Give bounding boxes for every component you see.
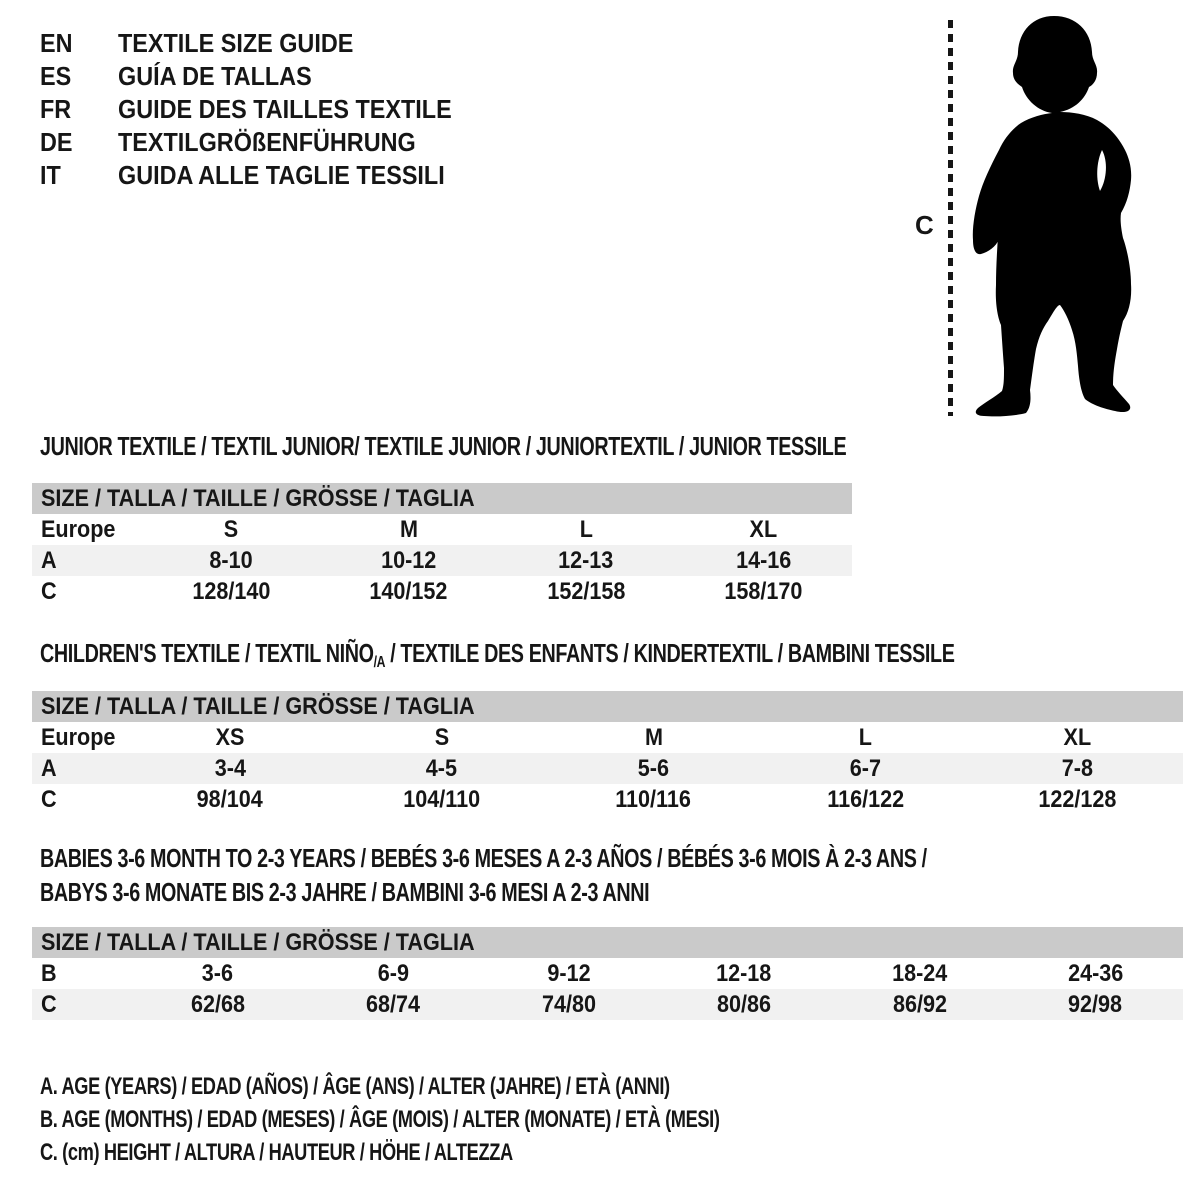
lang-row-it — [40, 159, 489, 192]
cell: 3-4 — [214, 754, 246, 782]
cell: 10-12 — [381, 546, 437, 574]
lang-row-es — [40, 60, 489, 93]
cell: 18-24 — [892, 959, 948, 987]
toddler-silhouette-icon — [900, 0, 1200, 430]
lang-code-en: EN — [40, 28, 73, 58]
cell: 122/128 — [1038, 785, 1117, 813]
lang-row-en — [40, 27, 489, 60]
cell: 12-18 — [716, 959, 772, 987]
cell: 4-5 — [426, 754, 458, 782]
row-label: B — [41, 959, 57, 987]
cell: 116/122 — [826, 785, 904, 813]
table-row — [32, 989, 1183, 1020]
cell: 74/80 — [541, 990, 596, 1018]
cell: 92/98 — [1068, 990, 1123, 1018]
lang-row-fr — [40, 93, 489, 126]
children-size-table — [32, 691, 1183, 815]
junior-size-header-bar: SIZE / TALLA / TAILLE / GRÖSSE / TAGLIA — [32, 483, 852, 514]
column-header: XL — [1063, 723, 1091, 751]
cell: 7-8 — [1061, 754, 1093, 782]
cell: 110/116 — [615, 785, 692, 813]
column-header: XS — [215, 723, 245, 751]
column-header: L — [858, 723, 872, 751]
height-measure-label: C — [915, 210, 934, 240]
row-label: C — [41, 577, 57, 605]
babies-size-table — [32, 927, 1183, 1020]
table-row — [32, 514, 852, 545]
legend-line-b: B. AGE (MONTHS) / EDAD (MESES) / ÂGE (MOIS) / ALTER (MONATE) / ETÀ (MESI) — [40, 1106, 720, 1133]
children-section-title: CHILDREN'S TEXTILE / TEXTIL NIÑO/A / TEXTILE DES ENFANTS / KINDERTEXTIL / BAMBINI TESSILE — [40, 638, 955, 671]
cell: 68/74 — [366, 990, 421, 1018]
lang-row-de — [40, 126, 489, 159]
title-subscript: /A — [373, 653, 386, 671]
row-label: A — [41, 546, 57, 574]
cell: 8-10 — [209, 546, 253, 574]
row-label: Europe — [41, 723, 116, 751]
row-label: Europe — [41, 515, 116, 543]
table-row — [32, 545, 852, 576]
column-header: M — [644, 723, 663, 751]
table-row — [32, 784, 1183, 815]
legend-line-c: C. (cm) HEIGHT / ALTURA / HAUTEUR / HÖHE / ALTEZZA — [40, 1139, 513, 1166]
column-header: M — [399, 515, 418, 543]
babies-section-title-line1: BABIES 3-6 MONTH TO 2-3 YEARS / BEBÉS 3-6 MESES A 2-3 AÑOS / BÉBÉS 3-6 MOIS À 2-3 ANS / — [40, 843, 927, 873]
table-row — [32, 722, 1183, 753]
table-row — [32, 958, 1183, 989]
row-label: A — [41, 754, 57, 782]
lang-code-de: DE — [40, 127, 73, 157]
cell: 62/68 — [190, 990, 245, 1018]
cell: 6-7 — [849, 754, 881, 782]
legend-line-a: A. AGE (YEARS) / EDAD (AÑOS) / ÂGE (ANS) / ALTER (JAHRE) / ETÀ (ANNI) — [40, 1073, 670, 1100]
cell: 152/158 — [546, 577, 626, 605]
lang-code-es: ES — [40, 61, 72, 91]
row-label: C — [41, 785, 57, 813]
babies-size-header-bar: SIZE / TALLA / TAILLE / GRÖSSE / TAGLIA — [32, 927, 1183, 958]
lang-label-es: GUÍA DE TALLAS — [118, 61, 312, 91]
children-size-header-bar: SIZE / TALLA / TAILLE / GRÖSSE / TAGLIA — [32, 691, 1183, 722]
legend — [40, 1070, 934, 1169]
lang-code-it: IT — [40, 160, 61, 190]
cell: 86/92 — [892, 990, 947, 1018]
cell: 6-9 — [377, 959, 409, 987]
cell: 80/86 — [717, 990, 772, 1018]
column-header: XL — [749, 515, 778, 543]
cell: 98/104 — [196, 785, 264, 813]
language-header — [40, 27, 489, 192]
babies-section-title-line2: BABYS 3-6 MONATE BIS 2-3 JAHRE / BAMBINI 3-6 MESI A 2-3 ANNI — [40, 877, 650, 907]
column-header: S — [434, 723, 449, 751]
cell: 9-12 — [547, 959, 591, 987]
lang-label-en: TEXTILE SIZE GUIDE — [118, 28, 354, 58]
junior-size-table — [32, 483, 852, 607]
table-row — [32, 753, 1183, 784]
cell: 128/140 — [192, 577, 271, 605]
cell: 158/170 — [724, 577, 803, 605]
row-label: C — [41, 990, 57, 1018]
lang-label-fr: GUIDE DES TAILLES TEXTILE — [118, 94, 452, 124]
column-header: L — [579, 515, 593, 543]
cell: 3-6 — [201, 959, 234, 987]
cell: 5-6 — [637, 754, 670, 782]
junior-section-title: JUNIOR TEXTILE / TEXTIL JUNIOR/ TEXTILE JUNIOR / JUNIORTEXTIL / JUNIOR TESSILE — [40, 431, 847, 461]
lang-label-de: TEXTILGRÖßENFÜHRUNG — [118, 127, 416, 157]
table-row — [32, 576, 852, 607]
cell: 14-16 — [735, 546, 791, 574]
column-header: S — [224, 515, 239, 543]
lang-code-fr: FR — [40, 94, 72, 124]
cell: 140/152 — [369, 577, 448, 605]
cell: 24-36 — [1067, 959, 1123, 987]
cell: 104/110 — [403, 785, 481, 813]
cell: 12-13 — [558, 546, 614, 574]
lang-label-it: GUIDA ALLE TAGLIE TESSILI — [118, 160, 445, 190]
